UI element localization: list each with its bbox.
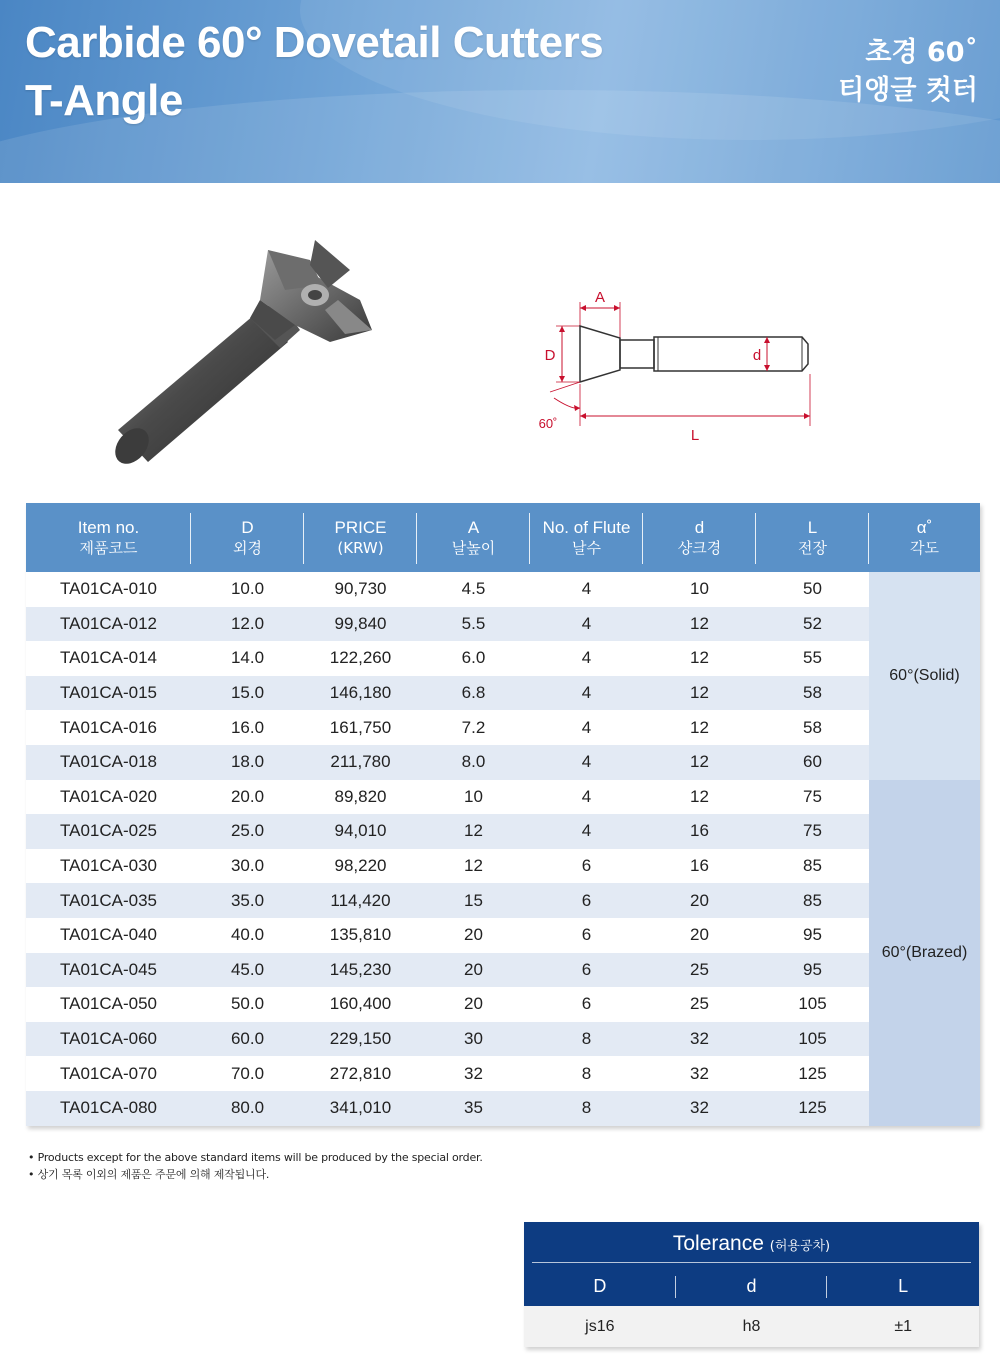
column-header-en: A bbox=[467, 517, 480, 537]
column-header-en: Item no. bbox=[77, 517, 140, 537]
column-header-kr: 전장 bbox=[798, 538, 827, 557]
table-cell: 6 bbox=[530, 849, 643, 884]
tolerance-title bbox=[524, 1232, 979, 1256]
table-cell: 58 bbox=[756, 676, 869, 711]
column-header bbox=[643, 503, 756, 572]
table-cell: 146,180 bbox=[304, 676, 417, 711]
table-row bbox=[26, 780, 980, 815]
table-cell: 122,260 bbox=[304, 641, 417, 676]
table-cell: 60.0 bbox=[191, 1022, 304, 1057]
table-cell: 6.8 bbox=[417, 676, 530, 711]
table-cell: TA01CA-080 bbox=[26, 1091, 191, 1126]
table-row bbox=[26, 710, 980, 745]
table-cell: 32 bbox=[643, 1022, 756, 1057]
table-cell: 12 bbox=[417, 814, 530, 849]
table-cell: TA01CA-018 bbox=[26, 745, 191, 780]
table-body bbox=[26, 572, 980, 1126]
table-cell: 6 bbox=[530, 918, 643, 953]
page-title: Carbide 60° Dovetail Cutters bbox=[25, 18, 604, 67]
table-cell: 15.0 bbox=[191, 676, 304, 711]
table-cell: 58 bbox=[756, 710, 869, 745]
table-cell: 50.0 bbox=[191, 987, 304, 1022]
tolerance-title-en: Tolerance bbox=[672, 1232, 764, 1255]
table-cell: 50 bbox=[756, 572, 869, 607]
tolerance-col-label: d bbox=[746, 1276, 757, 1296]
table-cell: 6 bbox=[530, 987, 643, 1022]
table-cell: TA01CA-020 bbox=[26, 780, 191, 815]
table-cell: TA01CA-040 bbox=[26, 918, 191, 953]
table-cell: TA01CA-035 bbox=[26, 883, 191, 918]
tolerance-divider bbox=[532, 1262, 971, 1263]
column-header bbox=[191, 503, 304, 572]
table-cell: 6.0 bbox=[417, 641, 530, 676]
table-cell: 70.0 bbox=[191, 1056, 304, 1091]
dimension-diagram bbox=[520, 280, 830, 450]
korean-subtitle: 티앵글 컷터 bbox=[838, 75, 978, 106]
table-cell: 341,010 bbox=[304, 1091, 417, 1126]
table-cell: 105 bbox=[756, 987, 869, 1022]
table-cell: 12 bbox=[643, 710, 756, 745]
product-image bbox=[110, 230, 390, 470]
angle-brazed-cell: 60°(Brazed) bbox=[869, 780, 980, 1126]
table-cell: 25 bbox=[643, 987, 756, 1022]
footnotes bbox=[28, 1149, 483, 1183]
table-row bbox=[26, 987, 980, 1022]
tolerance-col-label: L bbox=[898, 1276, 909, 1296]
table-cell: 4 bbox=[530, 572, 643, 607]
column-header-en: L bbox=[807, 517, 818, 537]
table-cell: 35 bbox=[417, 1091, 530, 1126]
table-cell: 135,810 bbox=[304, 918, 417, 953]
table-cell: 90,730 bbox=[304, 572, 417, 607]
table-cell: 98,220 bbox=[304, 849, 417, 884]
table-cell: 52 bbox=[756, 607, 869, 642]
tolerance-col-D bbox=[524, 1266, 676, 1306]
table-row bbox=[26, 1056, 980, 1091]
column-header-kr: 날수 bbox=[572, 538, 601, 557]
column-header bbox=[530, 503, 643, 572]
table-cell: 4 bbox=[530, 814, 643, 849]
spec-table bbox=[26, 503, 980, 1126]
table-cell: 161,750 bbox=[304, 710, 417, 745]
table-cell: 12.0 bbox=[191, 607, 304, 642]
table-cell: 5.5 bbox=[417, 607, 530, 642]
table-cell: 12 bbox=[643, 607, 756, 642]
angle-solid-cell: 60°(Solid) bbox=[869, 572, 980, 780]
table-cell: 89,820 bbox=[304, 780, 417, 815]
column-header-kr: 제품코드 bbox=[79, 538, 138, 557]
table-row bbox=[26, 641, 980, 676]
table-cell: 125 bbox=[756, 1056, 869, 1091]
table-cell: 4 bbox=[530, 676, 643, 711]
table-row bbox=[26, 849, 980, 884]
table-cell: 20 bbox=[417, 987, 530, 1022]
table-cell: 8.0 bbox=[417, 745, 530, 780]
table-cell: 85 bbox=[756, 849, 869, 884]
diagram-label-a: A bbox=[594, 289, 606, 306]
table-row bbox=[26, 883, 980, 918]
table-row bbox=[26, 745, 980, 780]
table-cell: TA01CA-050 bbox=[26, 987, 191, 1022]
table-cell: 7.2 bbox=[417, 710, 530, 745]
tolerance-col-d bbox=[676, 1266, 828, 1306]
table-cell: 8 bbox=[530, 1091, 643, 1126]
column-header-en: α˚ bbox=[916, 517, 933, 537]
table-cell: 85 bbox=[756, 883, 869, 918]
tolerance-value-D: js16 bbox=[585, 1318, 615, 1335]
table-cell: 20 bbox=[417, 953, 530, 988]
tolerance-header bbox=[524, 1222, 979, 1306]
table-cell: 60 bbox=[756, 745, 869, 780]
table-cell: 211,780 bbox=[304, 745, 417, 780]
column-header bbox=[869, 503, 980, 572]
table-cell: 6 bbox=[530, 883, 643, 918]
column-header-en: No. of Flute bbox=[542, 517, 631, 537]
column-header-kr: 날높이 bbox=[451, 538, 496, 557]
table-cell: 30 bbox=[417, 1022, 530, 1057]
table-cell: 40.0 bbox=[191, 918, 304, 953]
column-header bbox=[26, 503, 191, 572]
table-cell: 12 bbox=[643, 641, 756, 676]
page-subtitle: T-Angle bbox=[25, 76, 183, 125]
table-cell: 229,150 bbox=[304, 1022, 417, 1057]
table-cell: 25.0 bbox=[191, 814, 304, 849]
diagram-label-D: D bbox=[544, 347, 556, 364]
table-cell: 16 bbox=[643, 814, 756, 849]
table-cell: 94,010 bbox=[304, 814, 417, 849]
table-row bbox=[26, 953, 980, 988]
table-cell: TA01CA-010 bbox=[26, 572, 191, 607]
table-cell: TA01CA-025 bbox=[26, 814, 191, 849]
table-row bbox=[26, 918, 980, 953]
table-cell: 10 bbox=[643, 572, 756, 607]
table-row bbox=[26, 1091, 980, 1126]
table-cell: 125 bbox=[756, 1091, 869, 1126]
table-cell: 99,840 bbox=[304, 607, 417, 642]
table-cell: 45.0 bbox=[191, 953, 304, 988]
table-cell: 20 bbox=[643, 918, 756, 953]
diagram-label-angle: 60˚ bbox=[538, 416, 558, 431]
table-cell: TA01CA-014 bbox=[26, 641, 191, 676]
note-korean: • 상기 목록 이외의 제품은 주문에 의해 제작됩니다. bbox=[28, 1168, 270, 1181]
table-cell: TA01CA-012 bbox=[26, 607, 191, 642]
table-cell: 32 bbox=[643, 1056, 756, 1091]
table-cell: 8 bbox=[530, 1022, 643, 1057]
column-header-kr: 외경 bbox=[233, 538, 262, 557]
tolerance-value-d: h8 bbox=[742, 1318, 761, 1335]
table-row bbox=[26, 814, 980, 849]
table-cell: 32 bbox=[417, 1056, 530, 1091]
table-cell: 12 bbox=[643, 780, 756, 815]
table-cell: 160,400 bbox=[304, 987, 417, 1022]
table-cell: 4 bbox=[530, 607, 643, 642]
table-cell: 20 bbox=[417, 918, 530, 953]
table-cell: 12 bbox=[643, 676, 756, 711]
table-cell: 6 bbox=[530, 953, 643, 988]
table-row bbox=[26, 572, 980, 607]
column-header-kr: 각도 bbox=[910, 538, 939, 557]
table-cell: 10.0 bbox=[191, 572, 304, 607]
table-row bbox=[26, 607, 980, 642]
tolerance-value-L: ±1 bbox=[894, 1318, 913, 1335]
column-header bbox=[417, 503, 530, 572]
table-cell: 12 bbox=[643, 745, 756, 780]
table-cell: 272,810 bbox=[304, 1056, 417, 1091]
diagram-label-d: d bbox=[752, 347, 762, 364]
table-cell: 18.0 bbox=[191, 745, 304, 780]
tolerance-col-label: D bbox=[593, 1276, 607, 1296]
table-cell: 35.0 bbox=[191, 883, 304, 918]
table-cell: 4 bbox=[530, 710, 643, 745]
tolerance-col-L bbox=[827, 1266, 979, 1306]
table-row bbox=[26, 1022, 980, 1057]
column-header bbox=[304, 503, 417, 572]
table-cell: TA01CA-030 bbox=[26, 849, 191, 884]
table-cell: 25 bbox=[643, 953, 756, 988]
table-cell: 55 bbox=[756, 641, 869, 676]
column-header bbox=[756, 503, 869, 572]
column-header-en: D bbox=[241, 517, 254, 537]
table-cell: 114,420 bbox=[304, 883, 417, 918]
table-cell: TA01CA-060 bbox=[26, 1022, 191, 1057]
table-cell: 95 bbox=[756, 918, 869, 953]
korean-title: 초경 60˚ bbox=[865, 37, 978, 68]
table-cell: 15 bbox=[417, 883, 530, 918]
table-cell: TA01CA-015 bbox=[26, 676, 191, 711]
table-cell: 16.0 bbox=[191, 710, 304, 745]
table-cell: 75 bbox=[756, 780, 869, 815]
table-cell: 10 bbox=[417, 780, 530, 815]
column-header-kr: (KRW) bbox=[337, 538, 384, 557]
table-cell: TA01CA-070 bbox=[26, 1056, 191, 1091]
table-cell: 80.0 bbox=[191, 1091, 304, 1126]
note-english: • Products except for the above standard items will be produced by the special order. bbox=[28, 1151, 483, 1164]
table-cell: 20.0 bbox=[191, 780, 304, 815]
tolerance-values bbox=[524, 1306, 979, 1347]
tolerance-title-kr: (허용공차) bbox=[769, 1239, 831, 1254]
table-cell: 32 bbox=[643, 1091, 756, 1126]
column-header-en: PRICE bbox=[334, 517, 387, 537]
table-header-row bbox=[26, 503, 980, 572]
table-cell: 75 bbox=[756, 814, 869, 849]
table-cell: 4.5 bbox=[417, 572, 530, 607]
header-banner bbox=[0, 0, 1000, 183]
diagram-label-L: L bbox=[690, 427, 700, 444]
table-cell: 30.0 bbox=[191, 849, 304, 884]
column-header-kr: 샹크경 bbox=[677, 538, 722, 557]
table-cell: TA01CA-016 bbox=[26, 710, 191, 745]
table-cell: 4 bbox=[530, 641, 643, 676]
table-row bbox=[26, 676, 980, 711]
table-cell: 20 bbox=[643, 883, 756, 918]
table-cell: 4 bbox=[530, 780, 643, 815]
table-cell: TA01CA-045 bbox=[26, 953, 191, 988]
tolerance-columns bbox=[524, 1266, 979, 1306]
table-cell: 12 bbox=[417, 849, 530, 884]
table-cell: 4 bbox=[530, 745, 643, 780]
table-cell: 14.0 bbox=[191, 641, 304, 676]
table-cell: 8 bbox=[530, 1056, 643, 1091]
table-cell: 105 bbox=[756, 1022, 869, 1057]
table-cell: 95 bbox=[756, 953, 869, 988]
column-header-en: d bbox=[694, 517, 705, 537]
table-cell: 145,230 bbox=[304, 953, 417, 988]
tolerance-table bbox=[524, 1222, 979, 1347]
table-cell: 16 bbox=[643, 849, 756, 884]
